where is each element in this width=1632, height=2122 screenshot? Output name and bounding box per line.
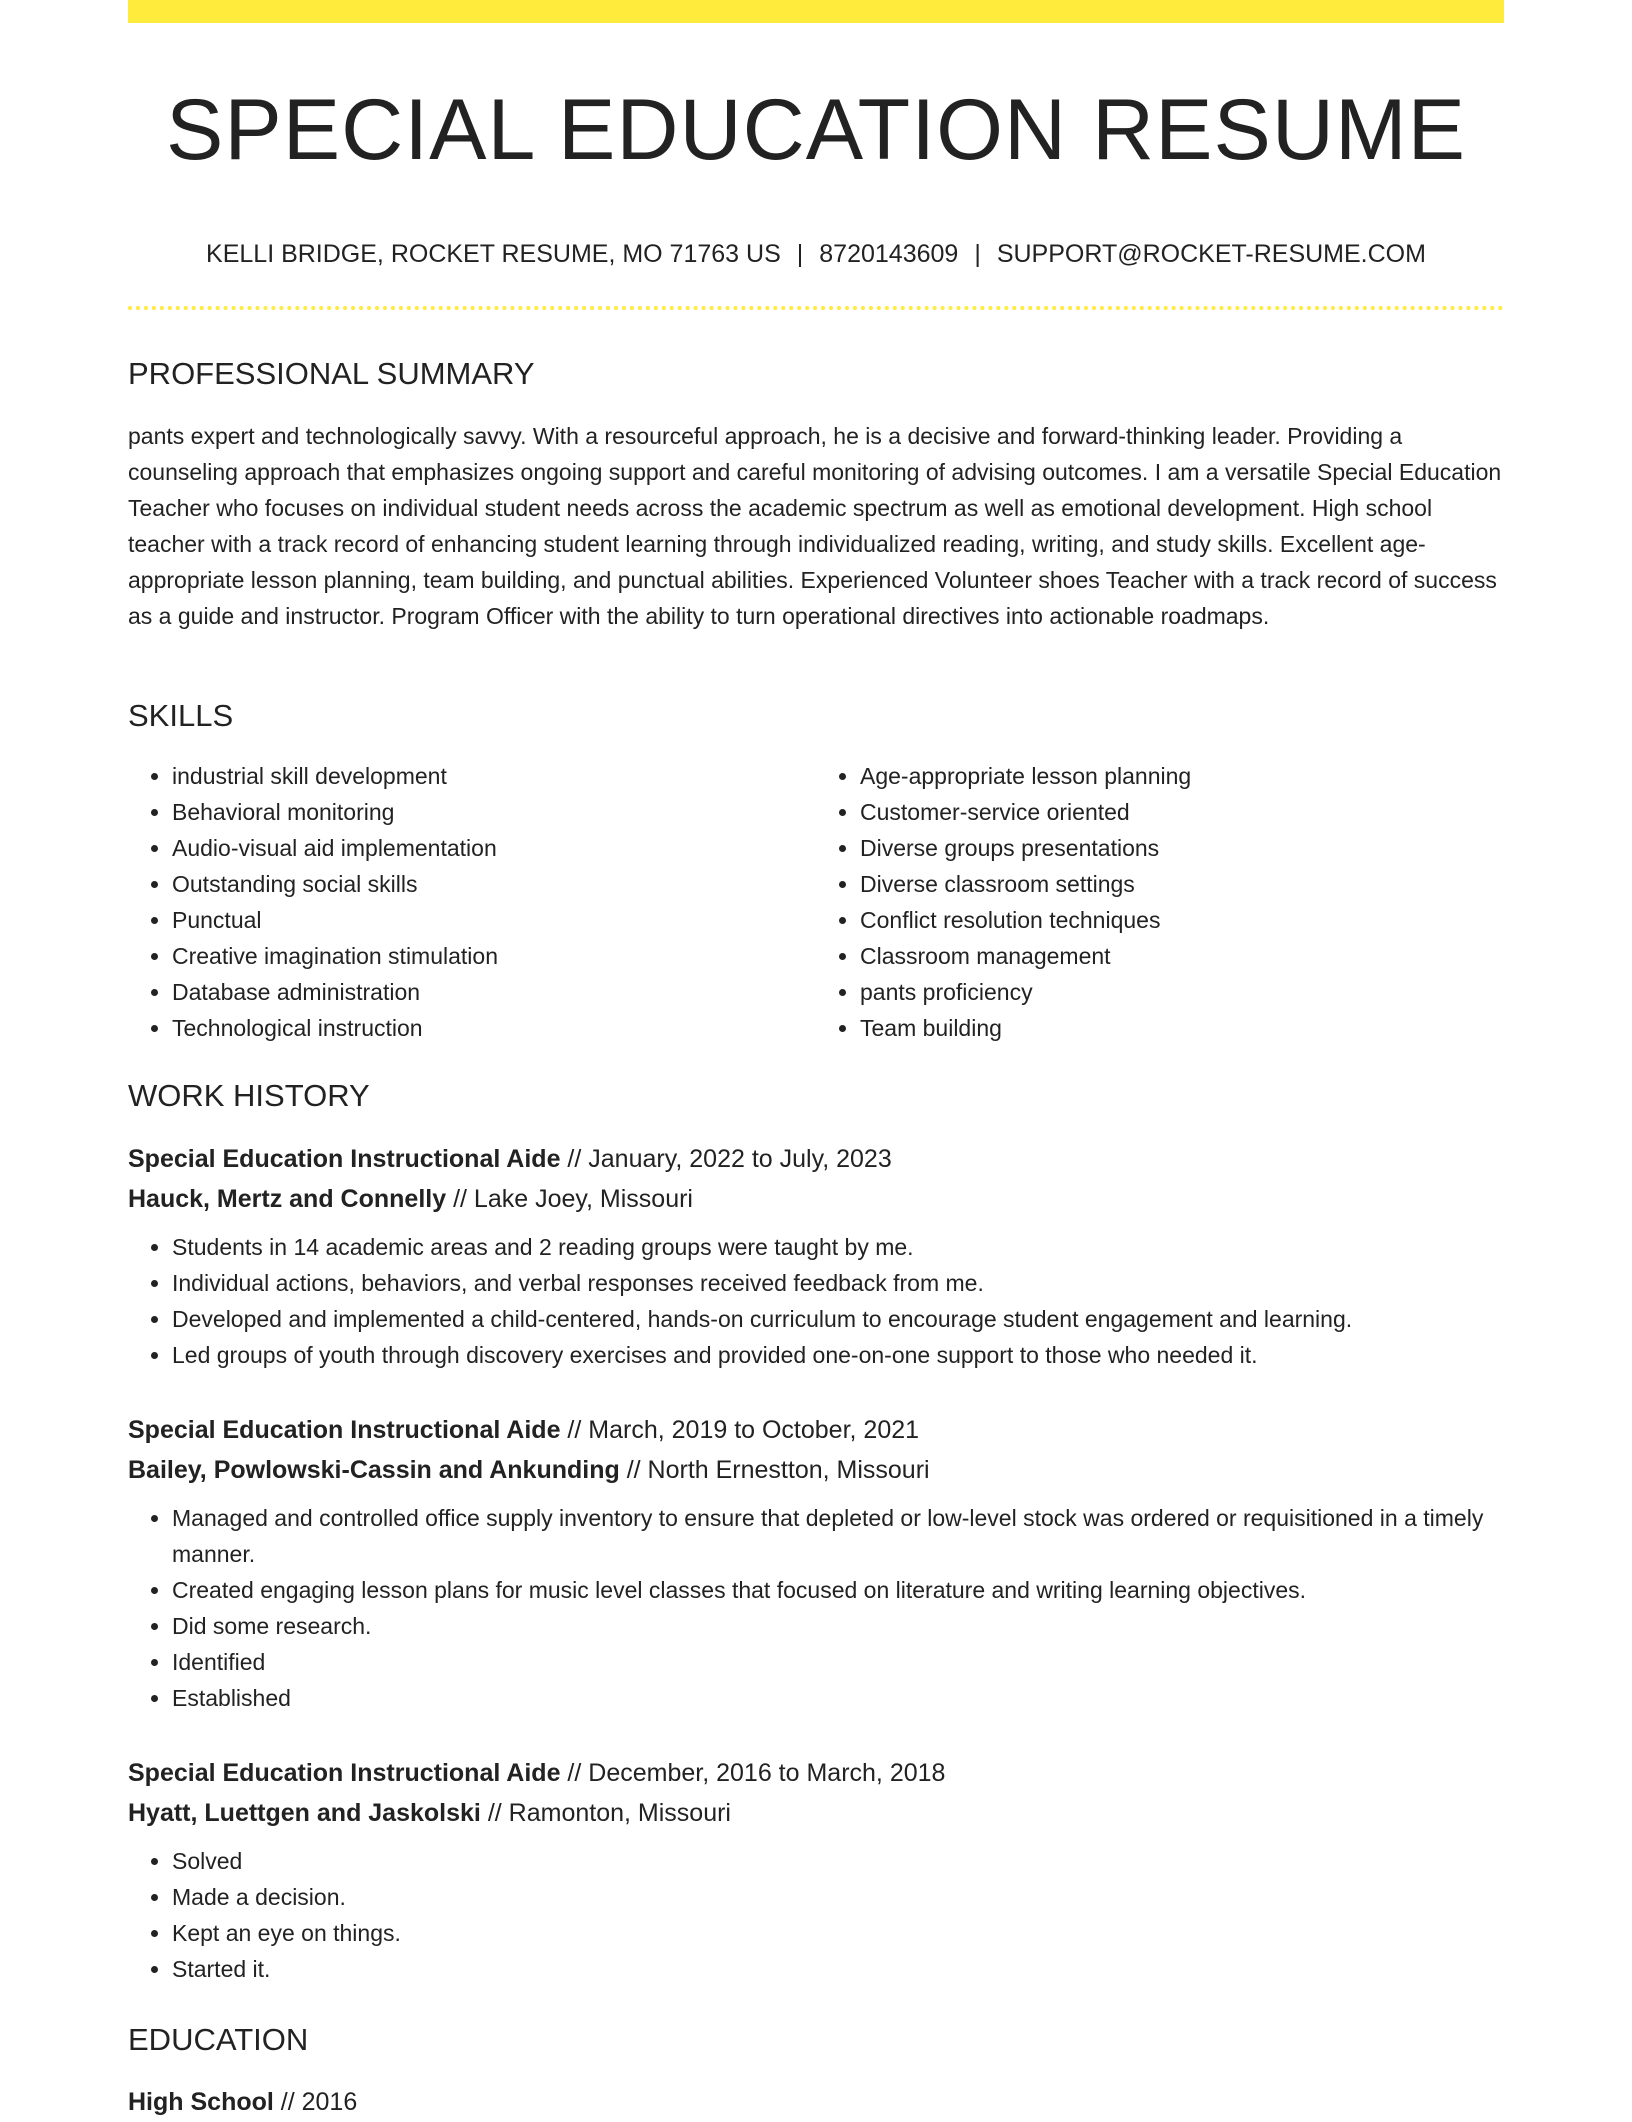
skill-item: • Database administration — [172, 974, 816, 1010]
skills-columns — [128, 758, 1504, 1046]
contact-phone: 8720143609 — [819, 240, 959, 268]
contact-separator: | — [796, 240, 804, 268]
job-bullet: • Managed and controlled office supply inventory to ensure that depleted or low-level stock was ordered or requisitioned in a timely manner. — [172, 1500, 1504, 1572]
field-separator: // — [273, 2088, 302, 2116]
job-bullet: • Identified — [172, 1644, 1504, 1680]
job-entry — [128, 1410, 1504, 1716]
job-bullet: • Did some research. — [172, 1608, 1504, 1644]
skill-item: • industrial skill development — [172, 758, 816, 794]
job-bullet: • Developed and implemented a child-centered, hands-on curriculum to encourage student engagement and learning. — [172, 1301, 1504, 1337]
job-company-line — [128, 1179, 1504, 1219]
job-bullet: • Created engaging lesson plans for music level classes that focused on literature and writing learning objectives. — [172, 1572, 1504, 1608]
skill-item: • Conflict resolution techniques — [860, 902, 1504, 938]
job-bullet: • Individual actions, behaviors, and verbal responses received feedback from me. — [172, 1265, 1504, 1301]
skill-item: • Technological instruction — [172, 1010, 816, 1046]
field-separator: // — [560, 1145, 589, 1173]
job-company: Hauck, Mertz and Connelly — [128, 1185, 447, 1213]
job-entry — [128, 1753, 1504, 1987]
contact-address: KELLI BRIDGE, ROCKET RESUME, MO 71763 US — [206, 240, 781, 268]
job-bullets — [128, 1843, 1504, 1987]
field-separator: // — [446, 1185, 474, 1213]
dotted-divider — [128, 306, 1504, 310]
field-separator: // — [619, 1456, 648, 1484]
job-location: North Ernestton, Missouri — [647, 1456, 930, 1484]
job-company: Hyatt, Luettgen and Jaskolski — [128, 1799, 481, 1827]
skill-item: • Age-appropriate lesson planning — [860, 758, 1504, 794]
skill-item: • Customer-service oriented — [860, 794, 1504, 830]
skill-item: • Behavioral monitoring — [172, 794, 816, 830]
field-separator: // — [480, 1799, 509, 1827]
job-title: Special Education Instructional Aide — [128, 1759, 561, 1787]
job-dates: January, 2022 to July, 2023 — [588, 1145, 892, 1173]
job-bullet: • Made a decision. — [172, 1879, 1504, 1915]
skill-item: • Creative imagination stimulation — [172, 938, 816, 974]
job-bullets — [128, 1500, 1504, 1716]
job-entry — [128, 1139, 1504, 1373]
education-year: 2016 — [301, 2088, 358, 2116]
job-dates: March, 2019 to October, 2021 — [588, 1416, 920, 1444]
education-heading: EDUCATION — [128, 2022, 309, 2057]
job-company-line — [128, 1793, 1504, 1833]
top-accent-bar — [128, 0, 1504, 23]
skill-item: • Punctual — [172, 902, 816, 938]
skill-item: • Outstanding social skills — [172, 866, 816, 902]
page-title: SPECIAL EDUCATION RESUME — [166, 82, 1466, 178]
contact-line — [128, 236, 1504, 272]
job-bullet: • Established — [172, 1680, 1504, 1716]
skills-list-left — [128, 758, 816, 1046]
summary-heading: PROFESSIONAL SUMMARY — [128, 356, 535, 391]
education-entry — [128, 2082, 357, 2122]
skills-list-right — [816, 758, 1504, 1046]
job-bullet: • Started it. — [172, 1951, 1504, 1987]
skill-item: • Diverse groups presentations — [860, 830, 1504, 866]
job-title-line — [128, 1410, 1504, 1450]
contact-email: SUPPORT@ROCKET-RESUME.COM — [996, 240, 1426, 268]
skills-heading: SKILLS — [128, 698, 234, 733]
job-bullet: • Students in 14 academic areas and 2 reading groups were taught by me. — [172, 1229, 1504, 1265]
contact-separator: | — [974, 240, 981, 268]
job-company: Bailey, Powlowski-Cassin and Ankunding — [128, 1456, 620, 1484]
job-title-line — [128, 1753, 1504, 1793]
skill-item: • pants proficiency — [860, 974, 1504, 1010]
job-title: Special Education Instructional Aide — [128, 1145, 561, 1173]
skill-item: • Team building — [860, 1010, 1504, 1046]
education-school: High School — [128, 2088, 274, 2116]
skill-item: • Audio-visual aid implementation — [172, 830, 816, 866]
job-location: Ramonton, Missouri — [508, 1799, 731, 1827]
field-separator: // — [560, 1416, 589, 1444]
summary-text: pants expert and technologically savvy. With a resourceful approach, he is a decisive and forward-thinking leader. Providing a counseling approach that emphasizes ongoing support and careful monitoring of advising outcomes. I am a versatile Special Education Teacher who focuses on individual student needs across the academic spectrum as well as emotional development. High school teacher with a track record of enhancing student learning through individualized reading, writing, and study skills. Excellent age-appropriate lesson planning, team building, and punctual abilities. Experienced Volunteer shoes Teacher with a track record of success as a guide and instructor. Program Officer with the ability to turn operational directives into actionable roadmaps. — [128, 423, 1502, 629]
job-company-line — [128, 1450, 1504, 1490]
work-history-heading: WORK HISTORY — [128, 1078, 370, 1113]
job-dates: December, 2016 to March, 2018 — [588, 1759, 946, 1787]
job-bullets — [128, 1229, 1504, 1373]
skill-item: • Diverse classroom settings — [860, 866, 1504, 902]
job-bullet: • Solved — [172, 1843, 1504, 1879]
job-title: Special Education Instructional Aide — [128, 1416, 561, 1444]
job-bullet: • Kept an eye on things. — [172, 1915, 1504, 1951]
field-separator: // — [560, 1759, 589, 1787]
skill-item: • Classroom management — [860, 938, 1504, 974]
job-location: Lake Joey, Missouri — [473, 1185, 693, 1213]
job-title-line — [128, 1139, 1504, 1179]
job-bullet: • Led groups of youth through discovery exercises and provided one-on-one support to those who needed it. — [172, 1337, 1504, 1373]
